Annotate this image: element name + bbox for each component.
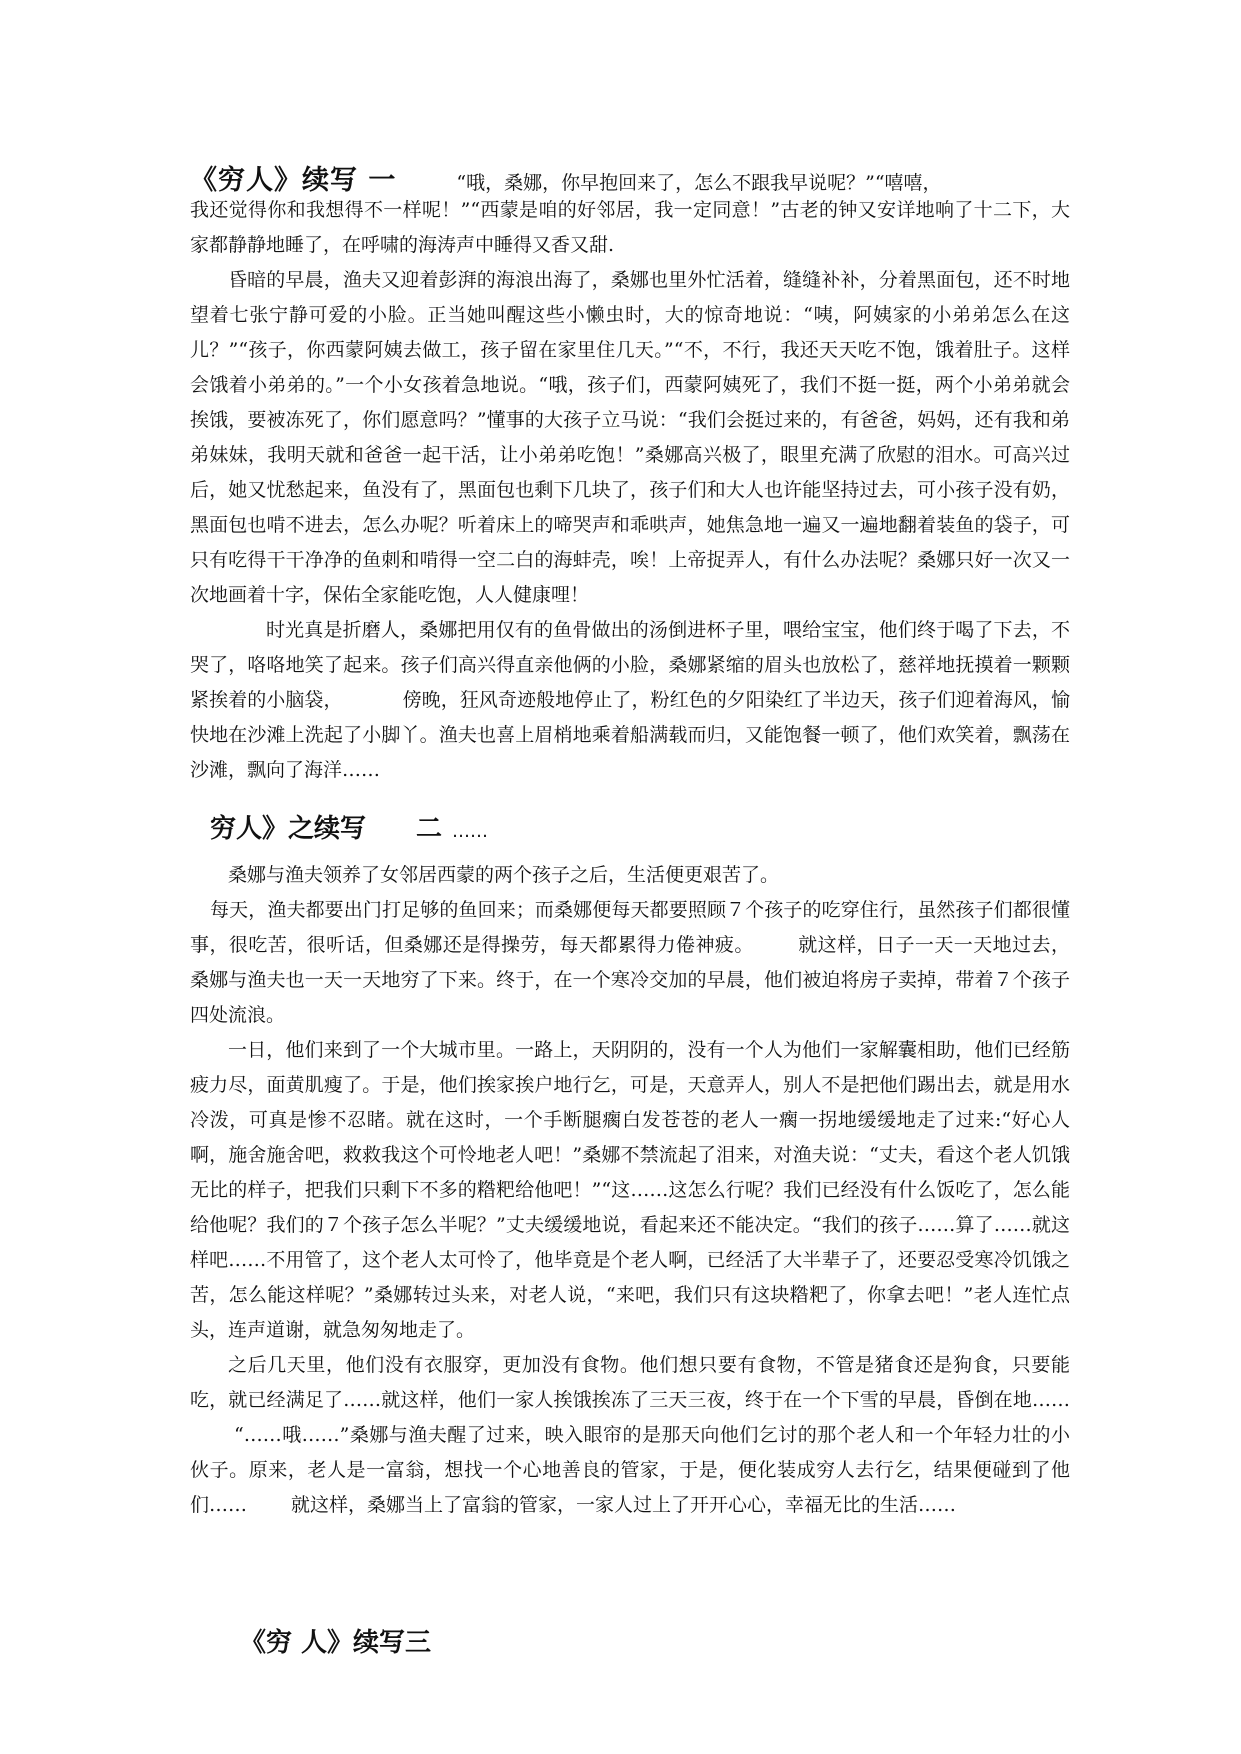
section2-paragraph-2a: 每天，渔夫都要出门打足够的鱼回来；而桑娜便每天都要照顾７个孩子的吃穿住行，虽然孩子们都很懂事，很吃苦，很听话，但桑娜还是得操劳，每天都累得力倦神疲。 bbox=[190, 899, 1070, 956]
section1-opening-line: “哦，桑娜，你早抱回来了，怎么不跟我早说呢？”“嘻嘻， bbox=[456, 172, 942, 194]
section1-paragraph-3b: 傍晚，狂风奇迹般地停止了，粉红色的夕阳染红了半边天，孩子们迎着海风，愉快地在沙滩上洗起了小脚丫。渔夫也喜上眉梢地乘着船满载而归，又能饱餐一顿了，他们欢笑着，飘荡在沙滩，飘向了海洋…… bbox=[190, 689, 1070, 781]
section2-paragraph-3: 一日，他们来到了一个大城市里。一路上，天阴阴的，没有一个人为他们一家解囊相助，他们已经筋疲力尽，面黄肌瘦了。于是，他们挨家挨户地行乞，可是，天意弄人，别人不是把他们踢出去，就是用水冷泼，可真是惨不忍睹。就在这时，一个手断腿瘸白发苍苍的老人一瘸一拐地缓缓地走了过来:“好心人啊，施舍施舍吧，救救我这个可怜地老人吧！”桑娜不禁流起了泪来，对渔夫说：“丈夫，看这个老人饥饿无比的样子，把我们只剩下不多的糌粑给他吧！”“这……这怎么行呢？我们已经没有什么饭吃了，怎么能给他呢？我们的７个孩子怎么半呢？”丈夫缓缓地说，看起来还不能决定。“我们的孩子……算了……就这样吧……不用管了，这个老人太可怜了，他毕竟是个老人啊，已经活了大半辈子了，还要忍受寒冷饥饿之苦，怎么能这样呢？”桑娜转过头来，对老人说，“来吧，我们只有这块糌粑了，你拿去吧！”老人连忙点头，连声道谢，就急匆匆地走了。 bbox=[190, 1039, 1070, 1341]
section2-title-row bbox=[210, 808, 488, 845]
section1-body bbox=[190, 193, 1070, 788]
section2-paragraph-4a: 之后几天里，他们没有衣服穿，更加没有食物。他们想只要有食物，不管是猪食还是狗食，只要能吃，就已经满足了……就这样，他们一家人挨饿挨冻了三天三夜，终于在一个下雪的早晨，昏倒在地…… bbox=[190, 1354, 1070, 1411]
section2-paragraph-4b: “……哦……”桑娜与渔夫醒了过来，映入眼帘的是那天向他们乞讨的那个老人和一个年轻力壮的小伙子。原来，老人是一富翁，想找一个心地善良的管家，于是，便化装成穷人去行乞，结果便碰到了他们…… bbox=[190, 1424, 1070, 1516]
section2-paragraph-2 bbox=[190, 893, 1070, 1033]
section1-paragraph-3a: 时光真是折磨人，桑娜把用仅有的鱼骨做出的汤倒进杯子里，喂给宝宝，他们终于喝了下去，不哭了，咯咯地笑了起来。孩子们高兴得直亲他俩的小脸，桑娜紧缩的眉头也放松了，慈祥地抚摸着一颗颗紧挨着的小脑袋， bbox=[190, 619, 1070, 711]
section2-title: 穷人》之续写 bbox=[210, 814, 367, 844]
section3-title: 《穷 人》续写三 bbox=[240, 1628, 432, 1658]
section2-body bbox=[190, 858, 1070, 1523]
section1-header bbox=[190, 158, 1070, 197]
section1-paragraph-1: 我还觉得你和我想得不一样呢！”“西蒙是咱的好邻居，我一定同意！”古老的钟又安详地响了十二下，大家都静静地睡了，在呼啸的海涛声中睡得又香又甜. bbox=[190, 199, 1070, 256]
section1-paragraph-3 bbox=[190, 613, 1070, 788]
section2-paragraph-4c: 就这样，桑娜当上了富翁的管家，一家人过上了开开心心，幸福无比的生活…… bbox=[291, 1494, 957, 1516]
section2-paragraph-1: 桑娜与渔夫领养了女邻居西蒙的两个孩子之后，生活便更艰苦了。 bbox=[228, 864, 780, 886]
section2-subtitle: 二 bbox=[416, 814, 443, 844]
section2-paragraph-4 bbox=[190, 1348, 1070, 1523]
section2-dots: …… bbox=[452, 821, 489, 842]
section2-paragraph-2b: 就这样，日子一天一天地过去，桑娜与渔夫也一天一天地穷了下来。终于，在一个寒冷交加的早晨，他们被迫将房子卖掉，带着７个孩子四处流浪。 bbox=[190, 934, 1070, 1026]
section1-paragraph-2: 昏暗的早晨，渔夫又迎着彭湃的海浪出海了，桑娜也里外忙活着，缝缝补补，分着黑面包，还不时地望着七张宁静可爱的小脸。正当她叫醒这些小懒虫时，大的惊奇地说：“咦，阿姨家的小弟弟怎么在这儿？”“孩子，你西蒙阿姨去做工，孩子留在家里住几天。”“不，不行，我还天天吃不饱，饿着肚子。这样会饿着小弟弟的。”一个小女孩着急地说。“哦，孩子们，西蒙阿姨死了，我们不挺一挺，两个小弟弟就会挨饿，要被冻死了，你们愿意吗？”懂事的大孩子立马说：“我们会挺过来的，有爸爸，妈妈，还有我和弟弟妹妹，我明天就和爸爸一起干活，让小弟弟吃饱！”桑娜高兴极了，眼里充满了欣慰的泪水。可高兴过后，她又忧愁起来，鱼没有了，黑面包也剩下几块了，孩子们和大人也许能坚持过去，可小孩子没有奶，黑面包也啃不进去，怎么办呢？听着床上的啼哭声和乖哄声，她焦急地一遍又一遍地翻着装鱼的袋子，可只有吃得干干净净的鱼刺和啃得一空二白的海蚌壳，唉！上帝捉弄人，有什么办法呢？桑娜只好一次又一次地画着十字，保佑全家能吃饱，人人健康哩！ bbox=[190, 269, 1070, 606]
section1-title: 《穷人》续写 一 bbox=[190, 165, 397, 196]
